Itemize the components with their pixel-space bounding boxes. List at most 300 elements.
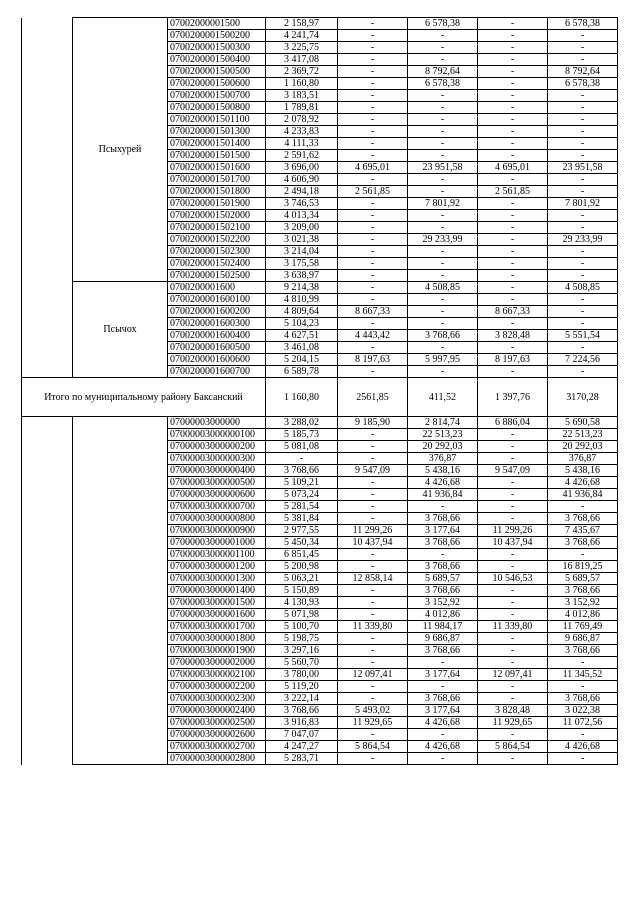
row-value: - — [338, 561, 408, 573]
row-value: 4 233,83 — [266, 126, 338, 138]
row-code: 0700200001502300 — [168, 246, 266, 258]
row-value: 1 160,80 — [266, 78, 338, 90]
row-value: - — [338, 489, 408, 501]
row-value: - — [408, 306, 478, 318]
row-code: 0700200001501400 — [168, 138, 266, 150]
row-value: 7 801,92 — [548, 198, 618, 210]
row-code: 07000003000001500 — [168, 597, 266, 609]
row-value: - — [338, 729, 408, 741]
row-value: 4 426,68 — [408, 477, 478, 489]
row-value: 9 686,87 — [548, 633, 618, 645]
row-code: 0700200001600500 — [168, 342, 266, 354]
row-value: - — [478, 693, 548, 705]
row-value: - — [338, 198, 408, 210]
row-code: 07000003000002200 — [168, 681, 266, 693]
row-value: 3 780,00 — [266, 669, 338, 681]
row-value: - — [478, 126, 548, 138]
row-value: 6 578,38 — [408, 78, 478, 90]
row-value: - — [548, 366, 618, 378]
row-value: 9 214,38 — [266, 282, 338, 294]
row-value: - — [338, 693, 408, 705]
row-value: 2 494,18 — [266, 186, 338, 198]
row-value: - — [478, 585, 548, 597]
row-code: 0700200001501300 — [168, 126, 266, 138]
row-value: 3 768,66 — [408, 537, 478, 549]
row-value: 41 936,84 — [548, 489, 618, 501]
row-value: 4 809,64 — [266, 306, 338, 318]
row-code: 0700200001600100 — [168, 294, 266, 306]
row-value: 3 768,66 — [408, 693, 478, 705]
row-value: 4 241,74 — [266, 30, 338, 42]
row-value: - — [478, 609, 548, 621]
row-value: 4 627,51 — [266, 330, 338, 342]
row-value: - — [548, 150, 618, 162]
row-value: - — [478, 513, 548, 525]
row-value: 20 292,03 — [408, 441, 478, 453]
row-value: 3 461,08 — [266, 342, 338, 354]
row-code: 0700200001500800 — [168, 102, 266, 114]
row-value: - — [548, 729, 618, 741]
row-value: 3 768,66 — [266, 705, 338, 717]
row-value: - — [548, 318, 618, 330]
row-value: 3 768,66 — [548, 645, 618, 657]
row-code: 0700200001500400 — [168, 54, 266, 66]
row-value: - — [338, 210, 408, 222]
row-value: - — [408, 222, 478, 234]
blank-cell — [22, 417, 73, 765]
row-value: 6 851,45 — [266, 549, 338, 561]
row-code: 0700200001500700 — [168, 90, 266, 102]
row-code: 0700200001501100 — [168, 114, 266, 126]
row-value: 4 426,68 — [408, 717, 478, 729]
row-value: - — [408, 258, 478, 270]
row-code: 07000003000002500 — [168, 717, 266, 729]
row-code: 07000003000001600 — [168, 609, 266, 621]
row-value: 6 886,04 — [478, 417, 548, 429]
row-value: - — [338, 549, 408, 561]
row-value: 4 810,99 — [266, 294, 338, 306]
row-value: 5 119,20 — [266, 681, 338, 693]
row-value: 7 435,67 — [548, 525, 618, 537]
row-value: - — [338, 258, 408, 270]
row-code: 0700200001501600 — [168, 162, 266, 174]
row-value: - — [478, 753, 548, 765]
table-row — [22, 18, 618, 30]
row-value: - — [338, 477, 408, 489]
table-row — [22, 417, 618, 429]
row-value: 5 073,24 — [266, 489, 338, 501]
row-value: 8 197,63 — [478, 354, 548, 366]
row-value: 5 071,98 — [266, 609, 338, 621]
row-value: - — [548, 681, 618, 693]
row-value: 10 437,94 — [338, 537, 408, 549]
row-code: 07000003000000600 — [168, 489, 266, 501]
row-value: - — [266, 453, 338, 465]
row-value: - — [478, 549, 548, 561]
row-value: - — [548, 186, 618, 198]
settlement-name — [73, 417, 168, 765]
row-value: 23 951,58 — [408, 162, 478, 174]
row-value: - — [478, 729, 548, 741]
row-value: - — [408, 270, 478, 282]
row-value: 11 299,26 — [478, 525, 548, 537]
row-value: - — [548, 306, 618, 318]
row-value: - — [408, 549, 478, 561]
row-value: - — [338, 114, 408, 126]
row-value: - — [338, 174, 408, 186]
row-value: 6 578,38 — [548, 18, 618, 30]
settlement-name: Псычох — [73, 282, 168, 378]
row-value: 5 551,54 — [548, 330, 618, 342]
row-value: - — [478, 270, 548, 282]
row-value: 3 022,38 — [548, 705, 618, 717]
row-code: 0700200001502000 — [168, 210, 266, 222]
row-value: 4 111,33 — [266, 138, 338, 150]
row-code: 07000003000001400 — [168, 585, 266, 597]
table-row — [22, 282, 618, 294]
row-value: 4 426,68 — [548, 477, 618, 489]
row-value: - — [338, 585, 408, 597]
row-value: 5 081,08 — [266, 441, 338, 453]
row-value: - — [478, 366, 548, 378]
row-value: 3 297,16 — [266, 645, 338, 657]
row-code: 07000003000001800 — [168, 633, 266, 645]
row-value: 6 578,38 — [408, 18, 478, 30]
row-code: 0700200001501800 — [168, 186, 266, 198]
row-value: - — [338, 222, 408, 234]
row-value: - — [338, 342, 408, 354]
row-code: 07000003000002600 — [168, 729, 266, 741]
row-value: - — [478, 597, 548, 609]
row-value: 4 443,42 — [338, 330, 408, 342]
row-value: - — [338, 138, 408, 150]
row-value: - — [408, 366, 478, 378]
row-value: 5 438,16 — [548, 465, 618, 477]
row-value: - — [338, 318, 408, 330]
row-code: 07000003000001900 — [168, 645, 266, 657]
row-value: - — [548, 102, 618, 114]
row-value: - — [478, 66, 548, 78]
row-value: - — [408, 210, 478, 222]
row-value: 8 667,33 — [478, 306, 548, 318]
data-table — [21, 17, 618, 765]
row-value: 29 233,99 — [548, 234, 618, 246]
row-value: - — [338, 246, 408, 258]
row-value: 7 224,56 — [548, 354, 618, 366]
row-value: - — [548, 549, 618, 561]
row-value: - — [338, 102, 408, 114]
row-value: 11 339,80 — [478, 621, 548, 633]
row-value: 4 426,68 — [548, 741, 618, 753]
row-value: 3 021,38 — [266, 234, 338, 246]
row-value: - — [548, 294, 618, 306]
row-value: - — [478, 318, 548, 330]
row-value: - — [548, 42, 618, 54]
row-value: 11 769,49 — [548, 621, 618, 633]
row-value: 3 768,66 — [408, 513, 478, 525]
row-code: 07002000001500 — [168, 18, 266, 30]
row-value: - — [408, 294, 478, 306]
row-code: 07000003000000400 — [168, 465, 266, 477]
row-value: - — [408, 150, 478, 162]
total-value: 2561,85 — [338, 378, 408, 417]
row-code: 0700200001502100 — [168, 222, 266, 234]
row-value: 3 746,53 — [266, 198, 338, 210]
row-value: - — [408, 54, 478, 66]
row-value: 5 283,71 — [266, 753, 338, 765]
row-code: 07000003000002000 — [168, 657, 266, 669]
total-value: 3170,28 — [548, 378, 618, 417]
row-code: 07000003000002100 — [168, 669, 266, 681]
row-value: - — [408, 729, 478, 741]
row-code: 0700200001600200 — [168, 306, 266, 318]
row-value: - — [408, 186, 478, 198]
row-code: 0700200001600400 — [168, 330, 266, 342]
row-value: - — [338, 453, 408, 465]
row-value: 11 984,17 — [408, 621, 478, 633]
row-value: 3 288,02 — [266, 417, 338, 429]
row-value: 9 547,09 — [478, 465, 548, 477]
row-value: 10 546,53 — [478, 573, 548, 585]
row-value: - — [548, 246, 618, 258]
row-value: - — [338, 633, 408, 645]
row-value: - — [478, 342, 548, 354]
row-value: 3 152,92 — [408, 597, 478, 609]
row-value: 5 063,21 — [266, 573, 338, 585]
row-value: 9 185,90 — [338, 417, 408, 429]
row-code: 07000003000002400 — [168, 705, 266, 717]
row-code: 0700200001502400 — [168, 258, 266, 270]
row-value: 16 819,25 — [548, 561, 618, 573]
row-value: - — [478, 453, 548, 465]
row-code: 07000003000002700 — [168, 741, 266, 753]
row-value: - — [548, 258, 618, 270]
row-value: - — [338, 753, 408, 765]
row-value: - — [478, 78, 548, 90]
row-value: 3 696,00 — [266, 162, 338, 174]
row-value: 4 695,01 — [478, 162, 548, 174]
row-value: 5 150,89 — [266, 585, 338, 597]
row-value: - — [408, 30, 478, 42]
row-value: 3 177,64 — [408, 705, 478, 717]
row-value: - — [338, 282, 408, 294]
row-value: 376,87 — [408, 453, 478, 465]
row-value: 5 689,57 — [548, 573, 618, 585]
row-code: 07000003000000 — [168, 417, 266, 429]
row-value: - — [338, 270, 408, 282]
row-value: - — [338, 429, 408, 441]
row-value: - — [338, 597, 408, 609]
row-value: 4 508,85 — [548, 282, 618, 294]
row-value: 9 686,87 — [408, 633, 478, 645]
row-value: - — [548, 114, 618, 126]
row-value: - — [548, 138, 618, 150]
row-code: 07000003000001000 — [168, 537, 266, 549]
row-value: 4 426,68 — [408, 741, 478, 753]
row-value: - — [338, 42, 408, 54]
row-value: 7 047,07 — [266, 729, 338, 741]
row-value: 3 768,66 — [408, 330, 478, 342]
row-value: 5 864,54 — [478, 741, 548, 753]
row-value: 12 858,14 — [338, 573, 408, 585]
row-value: 41 936,84 — [408, 489, 478, 501]
row-code: 07000003000002300 — [168, 693, 266, 705]
row-value: - — [478, 633, 548, 645]
row-value: 7 801,92 — [408, 198, 478, 210]
row-value: 6 578,38 — [548, 78, 618, 90]
row-value: - — [338, 90, 408, 102]
row-value: 4 012,86 — [548, 609, 618, 621]
row-value: - — [548, 90, 618, 102]
row-value: 3 222,14 — [266, 693, 338, 705]
row-value: 8 667,33 — [338, 306, 408, 318]
row-value: 11 299,26 — [338, 525, 408, 537]
row-value: 5 450,34 — [266, 537, 338, 549]
row-value: 8 792,64 — [548, 66, 618, 78]
row-value: 5 104,23 — [266, 318, 338, 330]
row-code: 0700200001500300 — [168, 42, 266, 54]
row-value: 5 997,95 — [408, 354, 478, 366]
row-value: 11 072,56 — [548, 717, 618, 729]
row-value: - — [548, 342, 618, 354]
row-value: - — [478, 294, 548, 306]
row-value: - — [478, 282, 548, 294]
row-code: 07000003000001300 — [168, 573, 266, 585]
row-value: 5 689,57 — [408, 573, 478, 585]
row-value: 4 508,85 — [408, 282, 478, 294]
row-value: 2 814,74 — [408, 417, 478, 429]
row-value: 20 292,03 — [548, 441, 618, 453]
row-value: 11 929,65 — [478, 717, 548, 729]
row-value: - — [478, 234, 548, 246]
row-value: - — [478, 561, 548, 573]
row-value: 2 369,72 — [266, 66, 338, 78]
row-value: 5 493,02 — [338, 705, 408, 717]
row-code: 0700200001600 — [168, 282, 266, 294]
row-value: - — [338, 54, 408, 66]
row-value: - — [338, 366, 408, 378]
row-value: 3 214,04 — [266, 246, 338, 258]
total-value: 1 397,76 — [478, 378, 548, 417]
row-value: 6 589,78 — [266, 366, 338, 378]
row-value: - — [408, 681, 478, 693]
row-value: 29 233,99 — [408, 234, 478, 246]
row-value: 5 198,75 — [266, 633, 338, 645]
total-label: Итого по муниципальному району Баксанский — [22, 378, 266, 417]
row-value: - — [478, 150, 548, 162]
row-value: 11 339,80 — [338, 621, 408, 633]
row-value: - — [338, 66, 408, 78]
row-value: - — [408, 102, 478, 114]
row-value: 5 690,58 — [548, 417, 618, 429]
row-code: 07000003000000300 — [168, 453, 266, 465]
row-value: - — [548, 657, 618, 669]
row-value: 5 204,15 — [266, 354, 338, 366]
row-value: 8 197,63 — [338, 354, 408, 366]
row-value: - — [338, 645, 408, 657]
row-value: 2 561,85 — [478, 186, 548, 198]
row-value: 4 695,01 — [338, 162, 408, 174]
row-value: - — [408, 318, 478, 330]
row-value: - — [478, 210, 548, 222]
row-value: 4 130,93 — [266, 597, 338, 609]
row-code: 0700200001501500 — [168, 150, 266, 162]
row-value: - — [338, 126, 408, 138]
row-value: 2 078,92 — [266, 114, 338, 126]
row-value: - — [548, 270, 618, 282]
row-value: 8 792,64 — [408, 66, 478, 78]
row-value: 3 828,48 — [478, 705, 548, 717]
row-value: 3 768,66 — [548, 537, 618, 549]
row-value: 3 152,92 — [548, 597, 618, 609]
row-value: 5 185,73 — [266, 429, 338, 441]
table-body — [22, 18, 618, 765]
row-value: - — [478, 198, 548, 210]
row-code: 07000003000000100 — [168, 429, 266, 441]
row-value: 12 097,41 — [478, 669, 548, 681]
row-value: - — [408, 657, 478, 669]
row-value: - — [548, 753, 618, 765]
row-value: 3 177,64 — [408, 669, 478, 681]
row-value: 22 513,23 — [548, 429, 618, 441]
row-value: 376,87 — [548, 453, 618, 465]
row-code: 0700200001500200 — [168, 30, 266, 42]
row-value: 3 768,66 — [408, 561, 478, 573]
row-value: 4 247,27 — [266, 741, 338, 753]
row-value: 2 158,97 — [266, 18, 338, 30]
row-value: 3 768,66 — [408, 645, 478, 657]
row-code: 07000003000000500 — [168, 477, 266, 489]
row-value: 5 281,54 — [266, 501, 338, 513]
row-value: - — [338, 681, 408, 693]
row-value: - — [548, 501, 618, 513]
row-value: 5 381,84 — [266, 513, 338, 525]
row-code: 0700200001502200 — [168, 234, 266, 246]
row-value: 3 768,66 — [548, 513, 618, 525]
row-value: 12 097,41 — [338, 669, 408, 681]
row-value: - — [478, 429, 548, 441]
row-value: - — [478, 477, 548, 489]
row-value: - — [338, 294, 408, 306]
row-value: 4 013,34 — [266, 210, 338, 222]
row-value: - — [338, 18, 408, 30]
row-value: - — [478, 42, 548, 54]
row-value: 11 929,65 — [338, 717, 408, 729]
row-value: - — [408, 114, 478, 126]
row-code: 07000003000000200 — [168, 441, 266, 453]
row-value: - — [408, 174, 478, 186]
row-value: - — [338, 513, 408, 525]
row-value: - — [548, 30, 618, 42]
row-value: 4 012,86 — [408, 609, 478, 621]
row-code: 0700200001501700 — [168, 174, 266, 186]
row-value: - — [478, 246, 548, 258]
row-value: 5 438,16 — [408, 465, 478, 477]
row-value: - — [478, 54, 548, 66]
row-value: - — [408, 753, 478, 765]
row-code: 0700200001600600 — [168, 354, 266, 366]
row-value: - — [478, 90, 548, 102]
row-value: 2 977,55 — [266, 525, 338, 537]
total-row — [22, 378, 618, 417]
row-value: - — [408, 90, 478, 102]
row-value: 22 513,23 — [408, 429, 478, 441]
row-value: 5 560,70 — [266, 657, 338, 669]
row-value: 5 100,70 — [266, 621, 338, 633]
row-code: 0700200001600300 — [168, 318, 266, 330]
row-code: 0700200001600700 — [168, 366, 266, 378]
row-value: - — [478, 114, 548, 126]
